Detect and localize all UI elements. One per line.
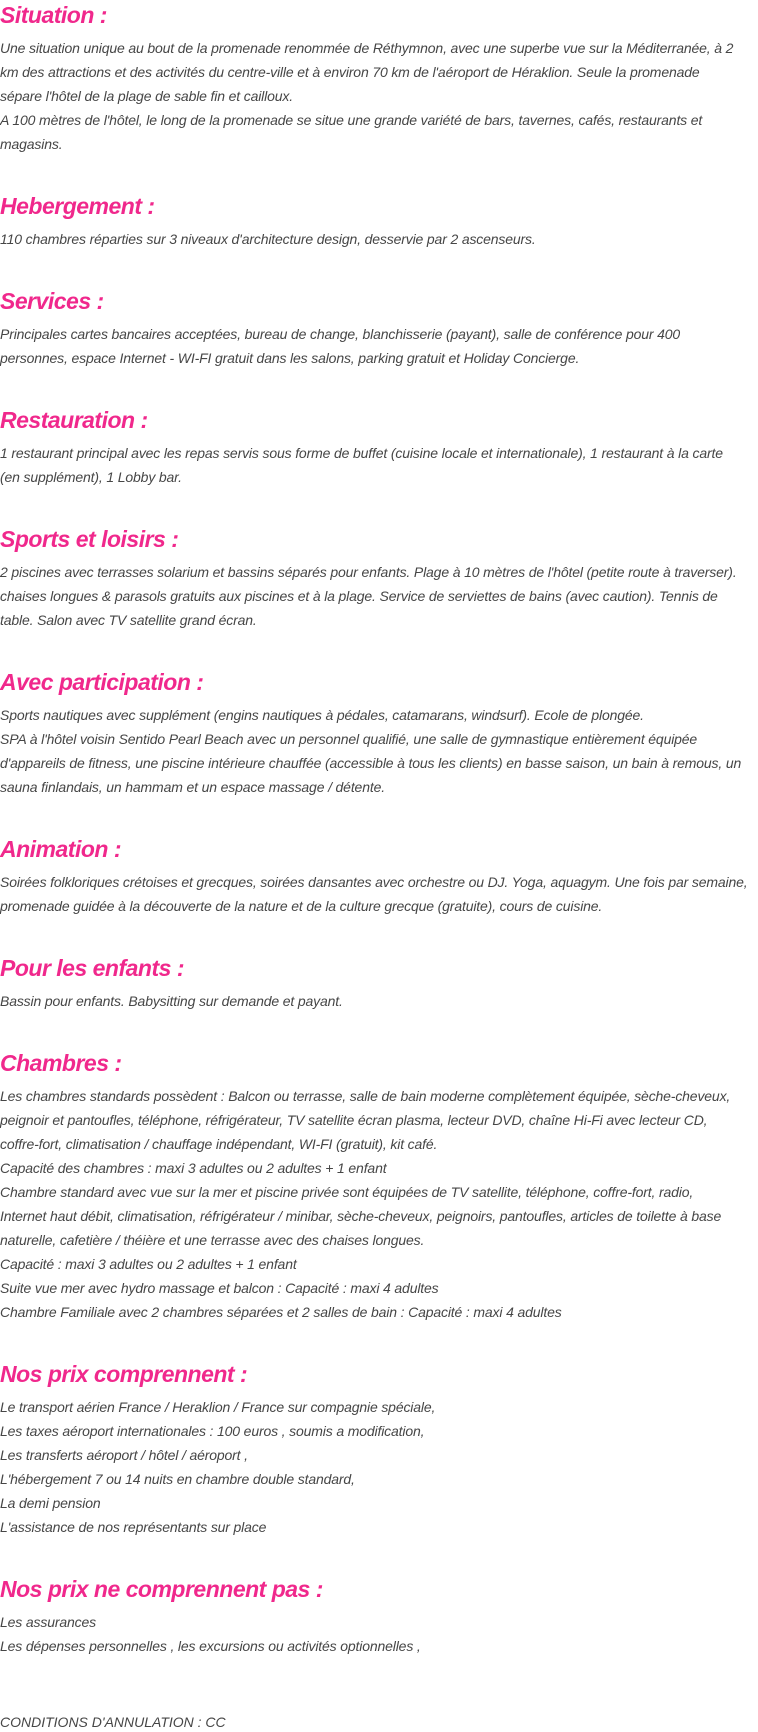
section-avec-participation [0,667,758,799]
body-line: (en supplément), 1 Lobby bar. [0,469,182,485]
body-line: Les transferts aéroport / hôtel / aéroport , [0,1447,248,1463]
body-line: Chambre standard avec vue sur la mer et piscine privée sont équipées de TV satellite, téléphone, coffre-fort, radio, [0,1184,694,1200]
section-title: Nos prix comprennent : [0,1361,248,1387]
section-title: Restauration : [0,407,148,433]
section-hebergement [0,191,758,251]
body-line: Internet haut débit, climatisation, réfrigérateur / minibar, sèche-cheveux, peignoirs, pantoufles, articles de toilette à base [0,1208,722,1224]
body-line: personnes, espace Internet - WI-FI gratuit dans les salons, parking gratuit et Holiday Concierge. [0,350,580,366]
body-line: d'appareils de fitness, une piscine intérieure chauffée (accessible à tous les clients) en basse saison, un bain à remous, un [0,755,742,771]
section-body [0,1078,758,1324]
body-line: 2 piscines avec terrasses solarium et bassins séparés pour enfants. Plage à 10 mètres de l'hôtel (petite route à traverser). [0,564,737,580]
section-body [0,30,758,156]
body-line: La demi pension [0,1495,101,1511]
section-body [0,1389,758,1539]
body-line: Capacité : maxi 3 adultes ou 2 adultes + 1 enfant [0,1256,297,1272]
body-line: sauna finlandais, un hammam et un espace massage / détente. [0,779,385,795]
body-line: SPA à l'hôtel voisin Sentido Pearl Beach avec un personnel qualifié, une salle de gymnastique entièrement équipée [0,731,698,747]
section-title: Nos prix ne comprennent pas : [0,1576,323,1602]
body-line: Capacité des chambres : maxi 3 adultes ou 2 adultes + 1 enfant [0,1160,387,1176]
body-line: table. Salon avec TV satellite grand écran. [0,612,257,628]
body-line: Chambre Familiale avec 2 chambres séparées et 2 salles de bain : Capacité : maxi 4 adultes [0,1304,562,1320]
section-services [0,286,758,370]
body-line: Suite vue mer avec hydro massage et balcon : Capacité : maxi 4 adultes [0,1280,439,1296]
section-nos-prix-comprennent [0,1359,758,1539]
section-chambres [0,1048,758,1324]
section-title: Sports et loisirs : [0,526,179,552]
section-title: Situation : [0,2,107,28]
section-title: Pour les enfants : [0,955,184,981]
section-body [0,316,758,370]
body-line: coffre-fort, climatisation / chauffage indépendant, WI-FI (gratuit), kit café. [0,1136,438,1152]
body-line: magasins. [0,136,63,152]
section-body [0,435,758,489]
body-line: Principales cartes bancaires acceptées, bureau de change, blanchisserie (payant), salle de conférence pour 400 [0,326,681,342]
body-line: km des attractions et des activités du centre-ville et à environ 70 km de l'aéroport de Héraklion. Seule la promenade [0,64,700,80]
section-title: Animation : [0,836,121,862]
section-body [0,554,758,632]
body-line: Les dépenses personnelles , les excursions ou activités optionnelles , [0,1638,421,1654]
body-line: naturelle, cafetière / théière et une terrasse avec des chaises longues. [0,1232,425,1248]
section-title: Chambres : [0,1050,122,1076]
body-line: 1 restaurant principal avec les repas servis sous forme de buffet (cuisine locale et internationale), 1 restaurant à la carte [0,445,723,461]
section-sports-loisirs [0,524,758,632]
section-title: Hebergement : [0,193,155,219]
body-line: Les chambres standards possèdent : Balcon ou terrasse, salle de bain moderne complètement équipée, sèche-cheveux, [0,1088,731,1104]
body-line: 110 chambres réparties sur 3 niveaux d'architecture design, desservie par 2 ascenseurs. [0,231,536,247]
body-line: Soirées folkloriques crétoises et grecques, soirées dansantes avec orchestre ou DJ. Yoga, aquagym. Une fois par semaine, [0,874,748,890]
section-situation [0,0,758,156]
section-nos-prix-ne-comprennent-pas [0,1574,758,1658]
section-pour-les-enfants [0,953,758,1013]
section-body [0,221,758,251]
body-line: peignoir et pantoufles, téléphone, réfrigérateur, TV satellite écran plasma, lecteur DVD, chaîne Hi-Fi avec lecteur CD, [0,1112,708,1128]
body-line: A 100 mètres de l'hôtel, le long de la promenade se situe une grande variété de bars, tavernes, cafés, restaurants et [0,112,703,128]
body-line: L'hébergement 7 ou 14 nuits en chambre double standard, [0,1471,355,1487]
section-body [0,864,758,918]
cancellation-conditions: CONDITIONS D'ANNULATION : CC [0,1714,226,1730]
body-line: Une situation unique au bout de la promenade renommée de Réthymnon, avec une superbe vue sur la Méditerranée, à 2 [0,40,734,56]
section-body [0,983,758,1013]
body-line: promenade guidée à la découverte de la nature et de la culture grecque (gratuite), cours de cuisine. [0,898,603,914]
section-title: Services : [0,288,104,314]
body-line: Le transport aérien France / Heraklion / France sur compagnie spéciale, [0,1399,436,1415]
body-line: sépare l'hôtel de la plage de sable fin et cailloux. [0,88,293,104]
section-animation [0,834,758,918]
section-body [0,1604,758,1658]
body-line: Les assurances [0,1614,96,1630]
body-line: Bassin pour enfants. Babysitting sur demande et payant. [0,993,343,1009]
body-line: chaises longues & parasols gratuits aux piscines et à la plage. Service de serviettes de bains (avec caution). Tennis de [0,588,718,604]
body-line: Les taxes aéroport internationales : 100 euros , soumis a modification, [0,1423,425,1439]
body-line: L'assistance de nos représentants sur place [0,1519,267,1535]
section-title: Avec participation : [0,669,204,695]
section-body [0,697,758,799]
body-line: Sports nautiques avec supplément (engins nautiques à pédales, catamarans, windsurf). Ecole de plongée. [0,707,644,723]
section-restauration [0,405,758,489]
